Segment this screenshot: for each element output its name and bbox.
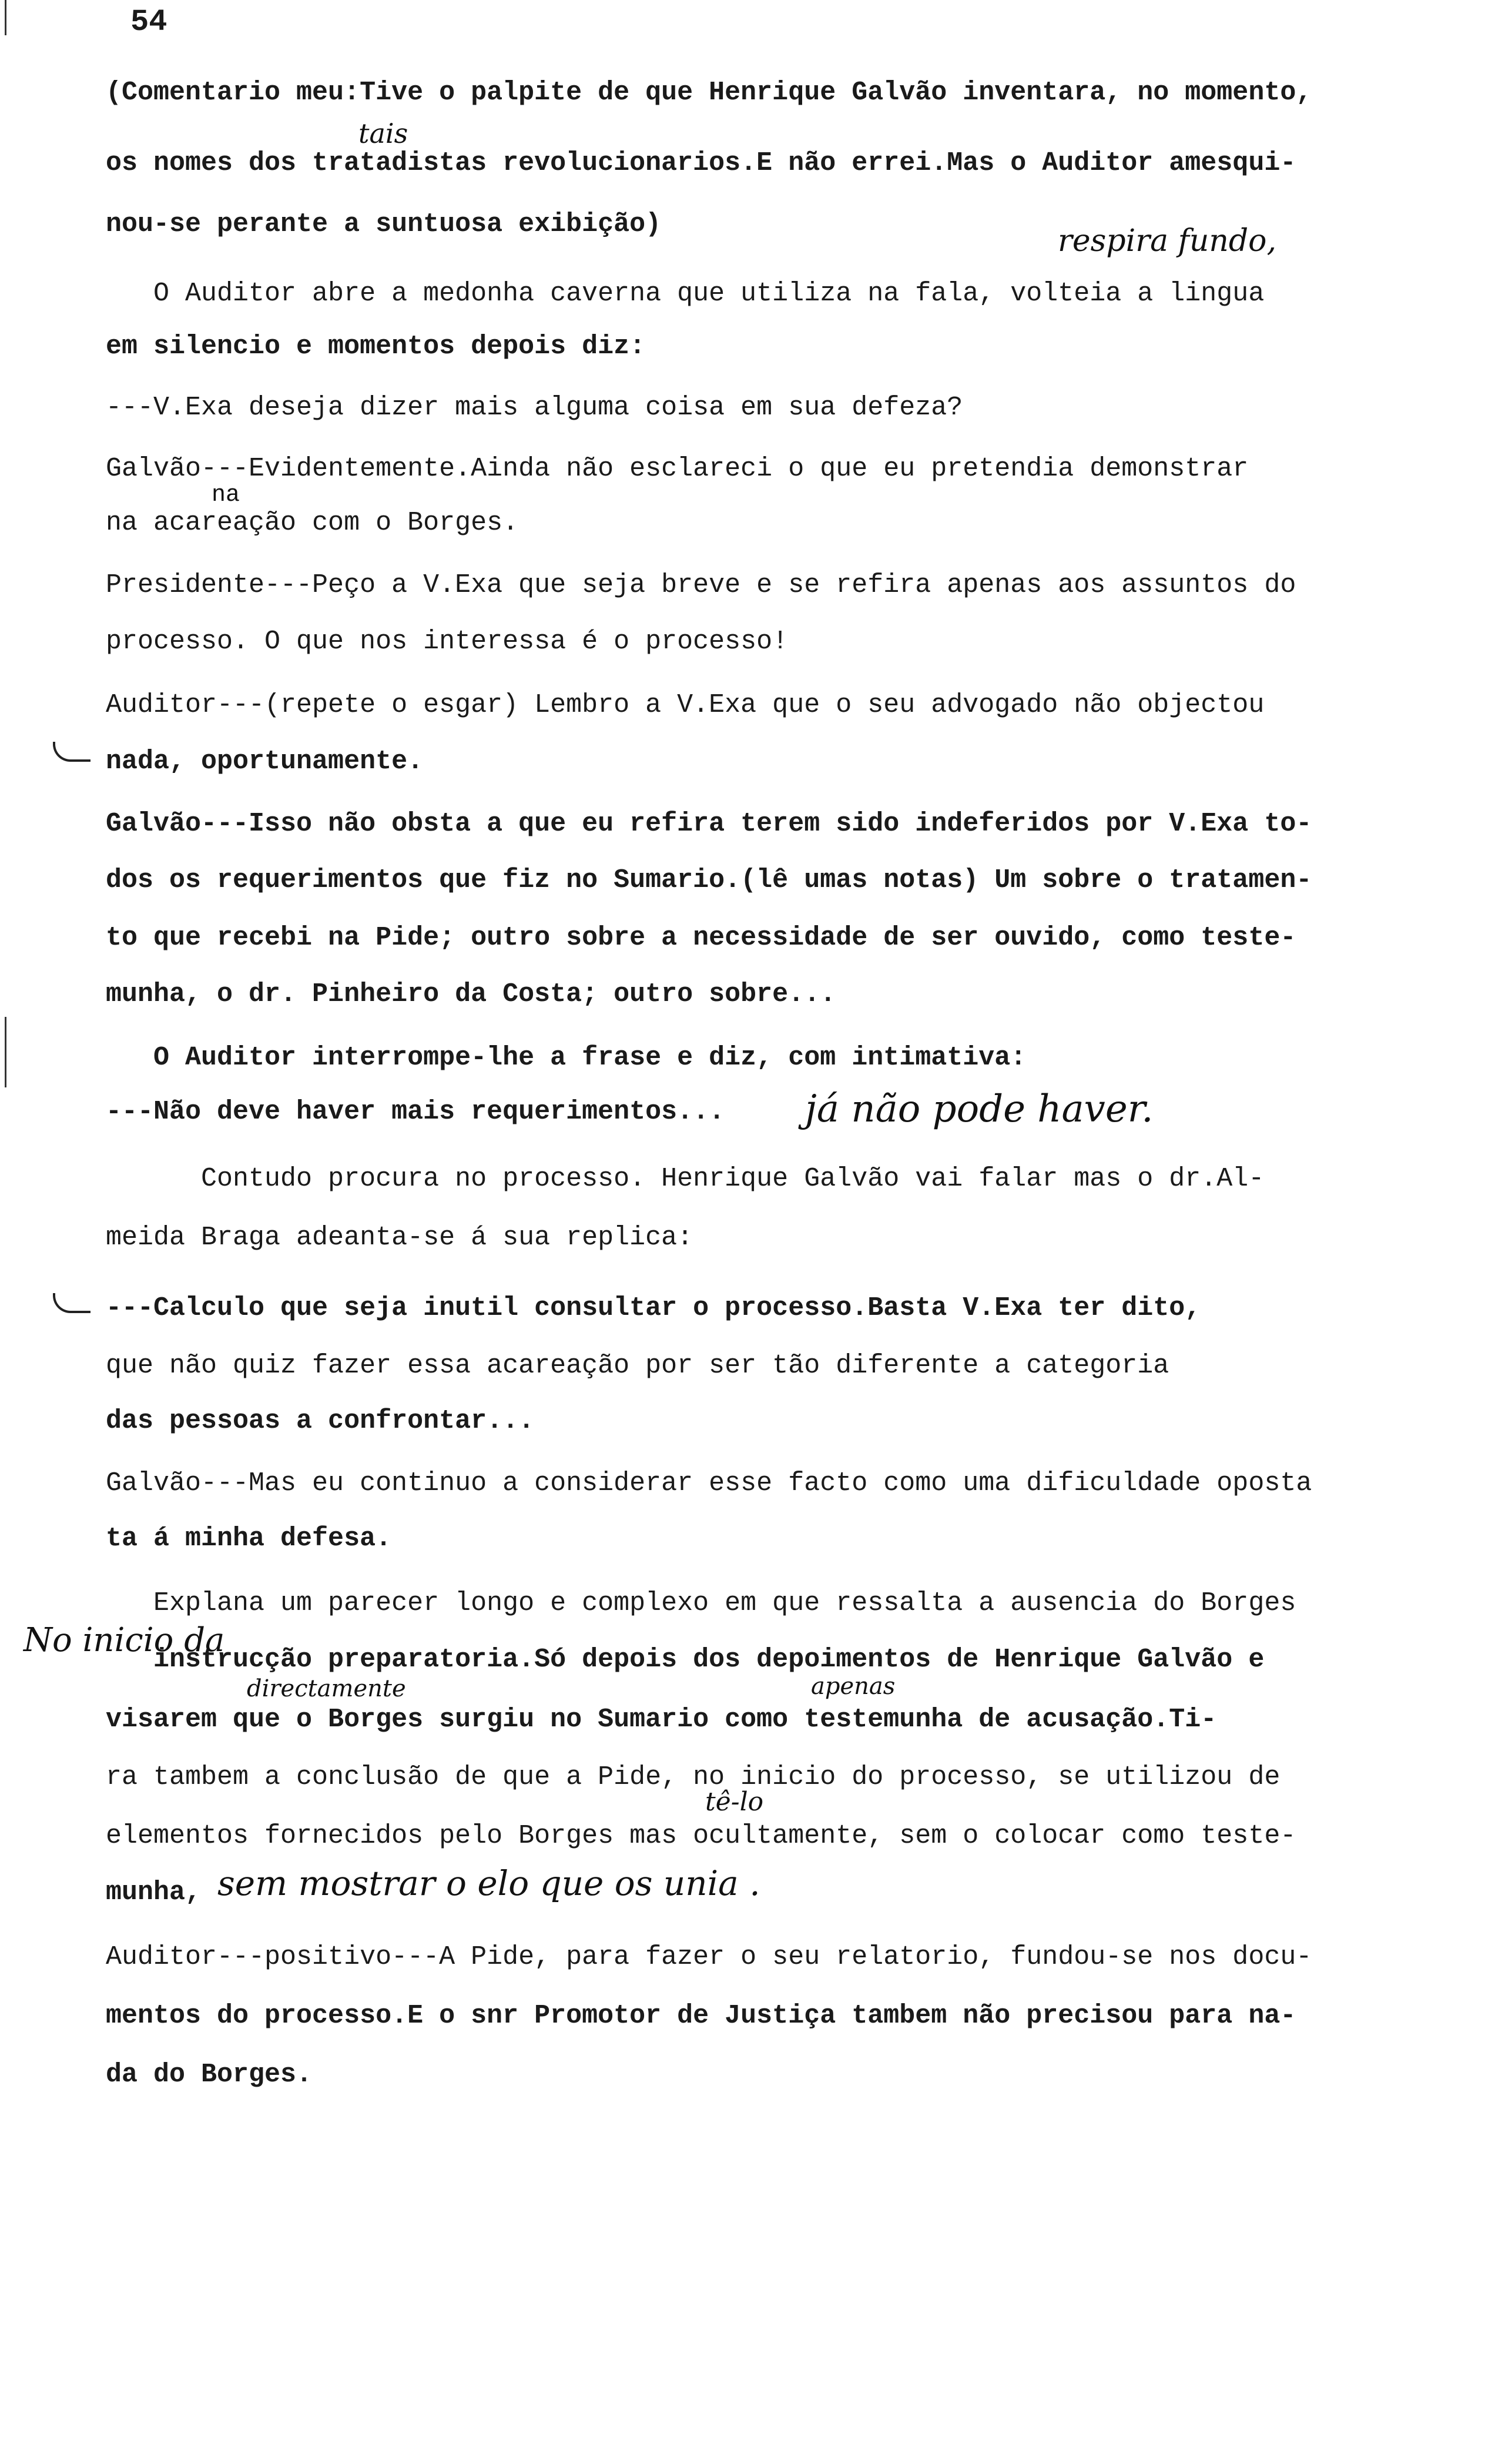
text-line: Galvão---Mas eu continuo a considerar esse facto como uma dificuldade oposta bbox=[106, 1468, 1312, 1498]
text-line: O Auditor interrompe-lhe a frase e diz, com intimativa: bbox=[106, 1043, 1027, 1073]
text-line: que não quiz fazer essa acareação por ser tão diferente a categoria bbox=[106, 1351, 1169, 1381]
text-line: Galvão---Isso não obsta a que eu refira terem sido indeferidos por V.Exa to- bbox=[106, 809, 1312, 839]
handwritten-note: já não pode haver. bbox=[805, 1087, 1154, 1131]
page-number: 54 bbox=[130, 5, 167, 39]
text-line: ---Calculo que seja inutil consultar o processo.Basta V.Exa ter dito, bbox=[106, 1293, 1201, 1323]
text-line: Auditor---positivo---A Pide, para fazer o seu relatorio, fundou-se nos docu- bbox=[106, 1942, 1312, 1972]
left-edge-mark bbox=[5, 0, 6, 35]
text-line: visarem que o Borges surgiu no Sumario como testemunha de acusação.Ti- bbox=[106, 1705, 1217, 1735]
text-line: dos os requerimentos que fiz no Sumario.(lê umas notas) Um sobre o tratamen- bbox=[106, 865, 1312, 895]
handwritten-note: na bbox=[212, 482, 240, 508]
handwritten-note: sem mostrar o elo que os unia . bbox=[217, 1863, 760, 1903]
text-line: ta á minha defesa. bbox=[106, 1524, 392, 1554]
text-line: munha, bbox=[106, 1877, 202, 1907]
text-line: mentos do processo.E o snr Promotor de Justiça tambem não precisou para na- bbox=[106, 2001, 1296, 2031]
text-line: ---Não deve haver mais requerimentos... bbox=[106, 1097, 725, 1127]
text-line: Auditor---(repete o esgar) Lembro a V.Exa que o seu advogado não objectou bbox=[106, 690, 1265, 720]
text-line: em silencio e momentos depois diz: bbox=[106, 332, 646, 361]
text-line: da do Borges. bbox=[106, 2060, 313, 2090]
text-line: to que recebi na Pide; outro sobre a necessidade de ser ouvido, como teste- bbox=[106, 923, 1296, 953]
text-line: nada, oportunamente. bbox=[106, 746, 424, 776]
handwritten-note: directamente bbox=[247, 1675, 406, 1702]
text-line: Galvão---Evidentemente.Ainda não esclareci o que eu pretendia demonstrar bbox=[106, 454, 1249, 484]
text-line: Presidente---Peço a V.Exa que seja breve e se refira apenas aos assuntos do bbox=[106, 570, 1296, 600]
handwritten-note: tais bbox=[358, 118, 408, 149]
handwritten-note: tê-lo bbox=[705, 1787, 764, 1817]
margin-mark bbox=[53, 1293, 90, 1313]
text-line: das pessoas a confrontar... bbox=[106, 1406, 535, 1436]
margin-mark bbox=[53, 742, 90, 762]
text-line: nou-se perante a suntuosa exibição) bbox=[106, 209, 662, 239]
left-edge-mark bbox=[5, 1017, 6, 1087]
handwritten-note: respira fundo, bbox=[1058, 223, 1276, 259]
text-line: O Auditor abre a medonha caverna que utiliza na fala, volteia a lingua bbox=[106, 279, 1265, 309]
text-line: na acareação com o Borges. bbox=[106, 508, 519, 538]
text-line: ra tambem a conclusão de que a Pide, no inicio do processo, se utilizou de bbox=[106, 1762, 1281, 1792]
text-line: Contudo procura no processo. Henrique Galvão vai falar mas o dr.Al- bbox=[106, 1164, 1265, 1194]
text-line: (Comentario meu:Tive o palpite de que Henrique Galvão inventara, no momento, bbox=[106, 78, 1312, 108]
handwritten-note: No inicio da bbox=[24, 1621, 225, 1659]
text-line: instrucção preparatoria.Só depois dos depoimentos de Henrique Galvão e bbox=[106, 1645, 1265, 1675]
text-line: meida Braga adeanta-se á sua replica: bbox=[106, 1223, 693, 1253]
text-line: os nomes dos tratadistas revolucionarios.E não errei.Mas o Auditor amesqui- bbox=[106, 148, 1296, 178]
text-line: processo. O que nos interessa é o processo! bbox=[106, 627, 789, 657]
text-line: Explana um parecer longo e complexo em que ressalta a ausencia do Borges bbox=[106, 1588, 1296, 1618]
text-line: ---V.Exa deseja dizer mais alguma coisa em sua defeza? bbox=[106, 393, 963, 423]
text-line: munha, o dr. Pinheiro da Costa; outro sobre... bbox=[106, 979, 836, 1009]
handwritten-note: apenas bbox=[811, 1673, 896, 1700]
text-line: elementos fornecidos pelo Borges mas ocultamente, sem o colocar como teste- bbox=[106, 1821, 1296, 1851]
